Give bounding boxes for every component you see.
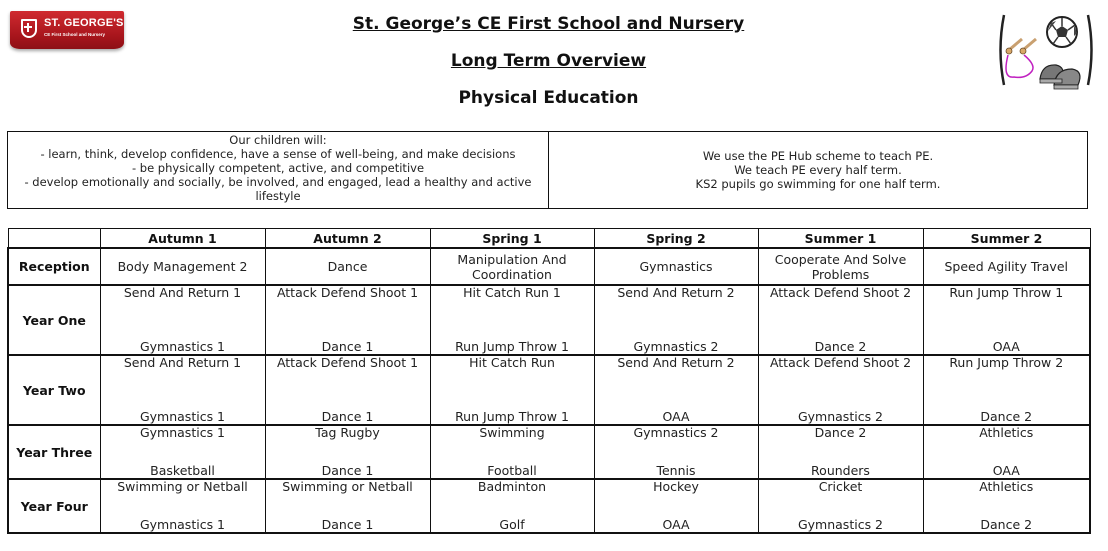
activity-text: Golf	[499, 517, 525, 532]
school-title: St. George’s CE First School and Nursery	[352, 14, 745, 34]
intro-box	[7, 131, 1088, 209]
activity-text: Dance 2	[814, 425, 867, 440]
table-row	[8, 285, 1090, 355]
activity-cell	[758, 479, 923, 533]
activity-text: Attack Defend Shoot 2	[769, 285, 912, 300]
activity-cell	[100, 285, 265, 355]
activity-text: Gymnastics 2	[797, 517, 884, 532]
scheme-line: We use the PE Hub scheme to teach PE.	[702, 149, 934, 163]
activity-text: Gymnastics	[639, 259, 713, 274]
activity-cell	[923, 285, 1090, 355]
activity-cell	[923, 248, 1090, 285]
activity-cell	[430, 425, 594, 479]
activity-cell	[923, 355, 1090, 425]
activity-cell	[594, 425, 758, 479]
activity-text: Run Jump Throw 1	[455, 339, 569, 354]
activity-cell	[265, 285, 430, 355]
activity-text: OAA	[662, 409, 690, 424]
scheme-panel	[549, 132, 1087, 208]
activity-text: Gymnastics 1	[139, 517, 226, 532]
activity-cell	[758, 248, 923, 285]
logo-line1: ST. GEORGE'S	[44, 17, 124, 29]
activity-text: Attack Defend Shoot 2	[769, 355, 912, 370]
activity-text: OAA	[662, 517, 690, 532]
activity-cell	[265, 479, 430, 533]
overview-title: Long Term Overview	[450, 51, 647, 71]
activity-cell	[430, 479, 594, 533]
year-label: Reception	[8, 248, 100, 285]
year-label: Year One	[8, 285, 100, 355]
column-header: Spring 1	[430, 229, 594, 249]
aims-panel	[8, 132, 549, 208]
activity-cell	[594, 248, 758, 285]
activity-cell	[594, 285, 758, 355]
activity-text: Hit Catch Run	[469, 355, 555, 370]
year-label: Year Three	[8, 425, 100, 479]
activity-text: Cricket	[818, 479, 863, 494]
activity-text: Cooperate And Solve Problems	[774, 251, 907, 282]
activity-text: Football	[487, 463, 537, 478]
activity-text: Gymnastics 1	[139, 339, 226, 354]
activity-text: Manipulation And Coordination	[457, 251, 567, 282]
long-term-overview-table	[7, 228, 1091, 534]
subject-title: Physical Education	[458, 88, 639, 108]
year-label: Year Two	[8, 355, 100, 425]
header-row	[8, 229, 1090, 249]
activity-text: Dance 1	[321, 517, 374, 532]
activity-text: Dance	[327, 259, 368, 274]
column-header: Spring 2	[594, 229, 758, 249]
activity-text: Attack Defend Shoot 1	[276, 355, 419, 370]
activity-text: Dance 1	[321, 463, 374, 478]
activity-cell	[594, 355, 758, 425]
table-row	[8, 355, 1090, 425]
activity-cell	[100, 248, 265, 285]
activity-text: Send And Return 1	[123, 355, 242, 370]
activity-text: Hockey	[653, 479, 699, 494]
activity-text: Dance 2	[980, 517, 1033, 532]
column-header: Autumn 2	[265, 229, 430, 249]
activity-text: Dance 2	[814, 339, 867, 354]
logo-line2: CE First School and Nursery	[44, 32, 106, 37]
activity-cell	[923, 425, 1090, 479]
column-header: Summer 1	[758, 229, 923, 249]
aim-item: - be physically competent, active, and competitive	[131, 161, 425, 175]
activity-cell	[100, 479, 265, 533]
activity-text: Basketball	[150, 463, 215, 478]
activity-text: Run Jump Throw 1	[949, 285, 1064, 300]
column-header	[8, 229, 100, 249]
activity-cell	[430, 355, 594, 425]
activity-text: Dance 2	[980, 409, 1033, 424]
activity-cell	[100, 355, 265, 425]
activity-text: Send And Return 1	[123, 285, 242, 300]
scheme-line: KS2 pupils go swimming for one half term.	[695, 177, 941, 191]
activity-text: Dance 1	[321, 339, 374, 354]
activity-text: Dance 1	[321, 409, 374, 424]
activity-cell	[758, 285, 923, 355]
activity-text: Gymnastics 2	[633, 339, 719, 354]
activity-text: OAA	[992, 339, 1020, 354]
activity-text: Tag Rugby	[315, 425, 380, 440]
table-row	[8, 425, 1090, 479]
activity-text: Swimming or Netball	[282, 479, 413, 494]
activity-cell	[430, 285, 594, 355]
activity-text: Badminton	[477, 479, 547, 494]
activity-text: Send And Return 2	[617, 285, 735, 300]
table-row	[8, 248, 1090, 285]
activity-text: OAA	[992, 463, 1020, 478]
activity-cell	[923, 479, 1090, 533]
activity-text: Run Jump Throw 2	[949, 355, 1064, 370]
activity-cell	[758, 355, 923, 425]
activity-text: Run Jump Throw 1	[455, 409, 569, 424]
pe-equipment-icon	[996, 9, 1096, 91]
activity-cell	[100, 425, 265, 479]
activity-text: Hit Catch Run 1	[463, 285, 561, 300]
activity-text: Gymnastics 2	[633, 425, 719, 440]
activity-text: Send And Return 2	[617, 355, 735, 370]
aim-item: - develop emotionally and socially, be involved, and engaged, lead a healthy and active lifestyle	[24, 175, 532, 203]
activity-text: Speed Agility Travel	[944, 259, 1068, 274]
activity-cell	[265, 425, 430, 479]
year-label: Year Four	[8, 479, 100, 533]
activity-text: Attack Defend Shoot 1	[276, 285, 419, 300]
activity-text: Athletics	[979, 479, 1034, 494]
aims-heading: Our children will:	[229, 133, 327, 147]
activity-cell	[758, 425, 923, 479]
activity-cell	[594, 479, 758, 533]
activity-text: Body Management 2	[117, 259, 248, 274]
aim-item: - learn, think, develop confidence, have a sense of well-being, and make decisions	[40, 147, 516, 161]
activity-text: Gymnastics 1	[139, 409, 226, 424]
scheme-line: We teach PE every half term.	[734, 163, 902, 177]
activity-text: Rounders	[811, 463, 870, 478]
activity-cell	[265, 355, 430, 425]
activity-text: Swimming or Netball	[117, 479, 248, 494]
activity-cell	[265, 248, 430, 285]
activity-text: Tennis	[656, 463, 696, 478]
activity-cell	[430, 248, 594, 285]
table-row	[8, 479, 1090, 533]
column-header: Summer 2	[923, 229, 1090, 249]
activity-text: Swimming	[479, 425, 545, 440]
activity-text: Athletics	[979, 425, 1034, 440]
activity-text: Gymnastics 1	[139, 425, 226, 440]
activity-text: Gymnastics 2	[797, 409, 884, 424]
column-header: Autumn 1	[100, 229, 265, 249]
